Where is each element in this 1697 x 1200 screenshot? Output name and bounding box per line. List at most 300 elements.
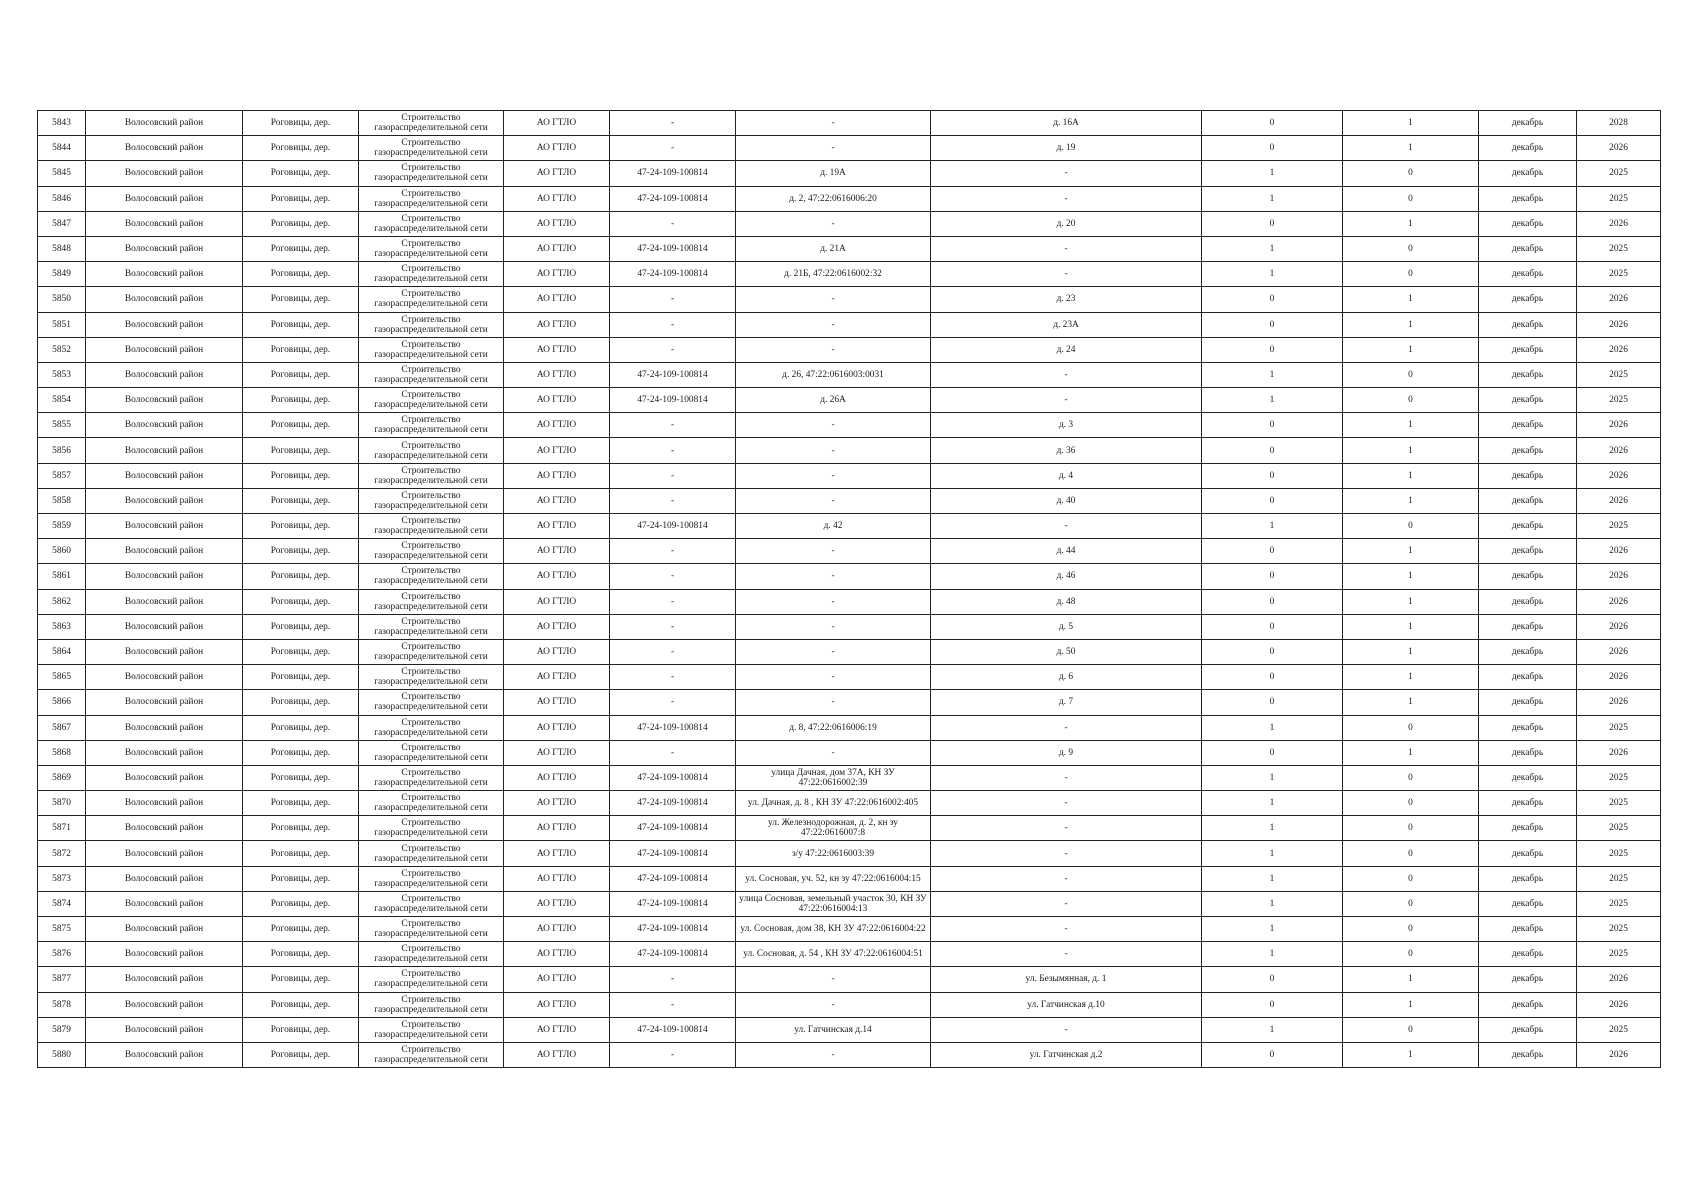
settlement-cell: Роговицы, дер. bbox=[243, 161, 359, 186]
program-code-cell: - bbox=[610, 665, 736, 690]
settlement-cell: Роговицы, дер. bbox=[243, 791, 359, 816]
program-code-cell: 47-24-109-100814 bbox=[610, 388, 736, 413]
count-a-cell: 0 bbox=[1202, 312, 1343, 337]
settlement-cell: Роговицы, дер. bbox=[243, 211, 359, 236]
table-row bbox=[38, 186, 1661, 211]
program-code-cell: - bbox=[610, 111, 736, 136]
program-code-cell: 47-24-109-100814 bbox=[610, 236, 736, 261]
connected-address-cell: - bbox=[736, 111, 931, 136]
row-number-cell: 5864 bbox=[38, 639, 86, 664]
month-cell: декабрь bbox=[1479, 362, 1577, 387]
district-cell: Волосовский район bbox=[86, 1042, 243, 1067]
month-cell: декабрь bbox=[1479, 388, 1577, 413]
count-a-cell: 0 bbox=[1202, 740, 1343, 765]
table-row bbox=[38, 1042, 1661, 1067]
district-cell: Волосовский район bbox=[86, 1017, 243, 1042]
month-cell: декабрь bbox=[1479, 866, 1577, 891]
settlement-cell: Роговицы, дер. bbox=[243, 589, 359, 614]
year-cell: 2026 bbox=[1577, 665, 1661, 690]
count-b-cell: 1 bbox=[1343, 337, 1479, 362]
planned-address-cell: - bbox=[931, 891, 1202, 916]
connected-address-cell: - bbox=[736, 488, 931, 513]
year-cell: 2025 bbox=[1577, 891, 1661, 916]
row-number-cell: 5879 bbox=[38, 1017, 86, 1042]
program-code-cell: - bbox=[610, 488, 736, 513]
district-cell: Волосовский район bbox=[86, 740, 243, 765]
month-cell: декабрь bbox=[1479, 211, 1577, 236]
connected-address-cell: улица Сосновая, земельный участок 30, КН ЗУ 47:22:0616004:13 bbox=[736, 891, 931, 916]
month-cell: декабрь bbox=[1479, 967, 1577, 992]
connected-address-cell: - bbox=[736, 438, 931, 463]
organization-cell: АО ГТЛО bbox=[504, 841, 610, 866]
year-cell: 2028 bbox=[1577, 111, 1661, 136]
month-cell: декабрь bbox=[1479, 1017, 1577, 1042]
district-cell: Волосовский район bbox=[86, 614, 243, 639]
year-cell: 2026 bbox=[1577, 211, 1661, 236]
planned-address-cell: д. 23А bbox=[931, 312, 1202, 337]
organization-cell: АО ГТЛО bbox=[504, 488, 610, 513]
organization-cell: АО ГТЛО bbox=[504, 639, 610, 664]
settlement-cell: Роговицы, дер. bbox=[243, 539, 359, 564]
district-cell: Волосовский район bbox=[86, 312, 243, 337]
year-cell: 2026 bbox=[1577, 413, 1661, 438]
district-cell: Волосовский район bbox=[86, 765, 243, 790]
count-a-cell: 1 bbox=[1202, 841, 1343, 866]
district-cell: Волосовский район bbox=[86, 161, 243, 186]
organization-cell: АО ГТЛО bbox=[504, 463, 610, 488]
year-cell: 2025 bbox=[1577, 388, 1661, 413]
planned-address-cell: - bbox=[931, 236, 1202, 261]
year-cell: 2026 bbox=[1577, 463, 1661, 488]
connected-address-cell: - bbox=[736, 639, 931, 664]
program-code-cell: - bbox=[610, 211, 736, 236]
planned-address-cell: - bbox=[931, 841, 1202, 866]
district-cell: Волосовский район bbox=[86, 866, 243, 891]
connected-address-cell: - bbox=[736, 463, 931, 488]
row-number-cell: 5865 bbox=[38, 665, 86, 690]
count-b-cell: 0 bbox=[1343, 765, 1479, 790]
count-a-cell: 0 bbox=[1202, 463, 1343, 488]
row-number-cell: 5843 bbox=[38, 111, 86, 136]
planned-address-cell: - bbox=[931, 388, 1202, 413]
count-b-cell: 1 bbox=[1343, 312, 1479, 337]
planned-address-cell: д. 16А bbox=[931, 111, 1202, 136]
table-row bbox=[38, 514, 1661, 539]
count-b-cell: 0 bbox=[1343, 262, 1479, 287]
organization-cell: АО ГТЛО bbox=[504, 514, 610, 539]
row-number-cell: 5868 bbox=[38, 740, 86, 765]
work-type-cell: Строительство газораспределительной сети bbox=[359, 765, 504, 790]
planned-address-cell: д. 19 bbox=[931, 136, 1202, 161]
planned-address-cell: д. 24 bbox=[931, 337, 1202, 362]
district-cell: Волосовский район bbox=[86, 236, 243, 261]
count-a-cell: 0 bbox=[1202, 539, 1343, 564]
month-cell: декабрь bbox=[1479, 614, 1577, 639]
district-cell: Волосовский район bbox=[86, 639, 243, 664]
organization-cell: АО ГТЛО bbox=[504, 413, 610, 438]
connected-address-cell: - bbox=[736, 312, 931, 337]
year-cell: 2025 bbox=[1577, 161, 1661, 186]
count-a-cell: 1 bbox=[1202, 891, 1343, 916]
year-cell: 2025 bbox=[1577, 236, 1661, 261]
count-a-cell: 0 bbox=[1202, 992, 1343, 1017]
connected-address-cell: д. 21А bbox=[736, 236, 931, 261]
settlement-cell: Роговицы, дер. bbox=[243, 639, 359, 664]
row-number-cell: 5874 bbox=[38, 891, 86, 916]
program-code-cell: - bbox=[610, 690, 736, 715]
work-type-cell: Строительство газораспределительной сети bbox=[359, 1017, 504, 1042]
organization-cell: АО ГТЛО bbox=[504, 1042, 610, 1067]
planned-address-cell: д. 3 bbox=[931, 413, 1202, 438]
year-cell: 2026 bbox=[1577, 639, 1661, 664]
district-cell: Волосовский район bbox=[86, 841, 243, 866]
connected-address-cell: улица Дачная, дом 37А, КН ЗУ 47:22:0616002:39 bbox=[736, 765, 931, 790]
organization-cell: АО ГТЛО bbox=[504, 262, 610, 287]
year-cell: 2026 bbox=[1577, 136, 1661, 161]
month-cell: декабрь bbox=[1479, 715, 1577, 740]
month-cell: декабрь bbox=[1479, 765, 1577, 790]
row-number-cell: 5859 bbox=[38, 514, 86, 539]
count-a-cell: 1 bbox=[1202, 362, 1343, 387]
district-cell: Волосовский район bbox=[86, 967, 243, 992]
connected-address-cell: ул. Сосновая, д. 54 , КН ЗУ 47:22:0616004:51 bbox=[736, 942, 931, 967]
organization-cell: АО ГТЛО bbox=[504, 665, 610, 690]
planned-address-cell: - bbox=[931, 791, 1202, 816]
table-row bbox=[38, 715, 1661, 740]
settlement-cell: Роговицы, дер. bbox=[243, 438, 359, 463]
row-number-cell: 5857 bbox=[38, 463, 86, 488]
connected-address-cell: - bbox=[736, 539, 931, 564]
district-cell: Волосовский район bbox=[86, 337, 243, 362]
settlement-cell: Роговицы, дер. bbox=[243, 942, 359, 967]
connected-address-cell: - bbox=[736, 1042, 931, 1067]
month-cell: декабрь bbox=[1479, 816, 1577, 841]
work-type-cell: Строительство газораспределительной сети bbox=[359, 992, 504, 1017]
planned-address-cell: д. 4 bbox=[931, 463, 1202, 488]
count-b-cell: 1 bbox=[1343, 438, 1479, 463]
table-row bbox=[38, 639, 1661, 664]
registry-table bbox=[37, 110, 1661, 1068]
work-type-cell: Строительство газораспределительной сети bbox=[359, 362, 504, 387]
planned-address-cell: д. 40 bbox=[931, 488, 1202, 513]
row-number-cell: 5844 bbox=[38, 136, 86, 161]
count-b-cell: 1 bbox=[1343, 488, 1479, 513]
program-code-cell: - bbox=[610, 589, 736, 614]
district-cell: Волосовский район bbox=[86, 564, 243, 589]
program-code-cell: 47-24-109-100814 bbox=[610, 765, 736, 790]
organization-cell: АО ГТЛО bbox=[504, 614, 610, 639]
month-cell: декабрь bbox=[1479, 992, 1577, 1017]
table-row bbox=[38, 539, 1661, 564]
count-b-cell: 1 bbox=[1343, 287, 1479, 312]
program-code-cell: - bbox=[610, 337, 736, 362]
connected-address-cell: д. 26, 47:22:0616003:0031 bbox=[736, 362, 931, 387]
table-row bbox=[38, 841, 1661, 866]
planned-address-cell: - bbox=[931, 765, 1202, 790]
work-type-cell: Строительство газораспределительной сети bbox=[359, 438, 504, 463]
year-cell: 2025 bbox=[1577, 816, 1661, 841]
count-b-cell: 0 bbox=[1343, 186, 1479, 211]
count-a-cell: 0 bbox=[1202, 614, 1343, 639]
work-type-cell: Строительство газораспределительной сети bbox=[359, 1042, 504, 1067]
settlement-cell: Роговицы, дер. bbox=[243, 1042, 359, 1067]
row-number-cell: 5860 bbox=[38, 539, 86, 564]
table-row bbox=[38, 665, 1661, 690]
row-number-cell: 5871 bbox=[38, 816, 86, 841]
settlement-cell: Роговицы, дер. bbox=[243, 841, 359, 866]
planned-address-cell: - bbox=[931, 816, 1202, 841]
connected-address-cell: ул. Гатчинская д.14 bbox=[736, 1017, 931, 1042]
row-number-cell: 5854 bbox=[38, 388, 86, 413]
count-b-cell: 1 bbox=[1343, 665, 1479, 690]
count-a-cell: 1 bbox=[1202, 942, 1343, 967]
count-a-cell: 0 bbox=[1202, 337, 1343, 362]
work-type-cell: Строительство газораспределительной сети bbox=[359, 388, 504, 413]
table-row bbox=[38, 287, 1661, 312]
planned-address-cell: д. 44 bbox=[931, 539, 1202, 564]
month-cell: декабрь bbox=[1479, 891, 1577, 916]
month-cell: декабрь bbox=[1479, 791, 1577, 816]
settlement-cell: Роговицы, дер. bbox=[243, 413, 359, 438]
table-row bbox=[38, 262, 1661, 287]
table-row bbox=[38, 312, 1661, 337]
connected-address-cell: - bbox=[736, 665, 931, 690]
district-cell: Волосовский район bbox=[86, 992, 243, 1017]
count-a-cell: 1 bbox=[1202, 765, 1343, 790]
month-cell: декабрь bbox=[1479, 186, 1577, 211]
table-row bbox=[38, 488, 1661, 513]
month-cell: декабрь bbox=[1479, 337, 1577, 362]
table-row bbox=[38, 791, 1661, 816]
program-code-cell: 47-24-109-100814 bbox=[610, 866, 736, 891]
settlement-cell: Роговицы, дер. bbox=[243, 917, 359, 942]
month-cell: декабрь bbox=[1479, 740, 1577, 765]
planned-address-cell: - bbox=[931, 514, 1202, 539]
year-cell: 2026 bbox=[1577, 438, 1661, 463]
settlement-cell: Роговицы, дер. bbox=[243, 388, 359, 413]
month-cell: декабрь bbox=[1479, 413, 1577, 438]
year-cell: 2026 bbox=[1577, 564, 1661, 589]
program-code-cell: - bbox=[610, 992, 736, 1017]
work-type-cell: Строительство газораспределительной сети bbox=[359, 891, 504, 916]
district-cell: Волосовский район bbox=[86, 413, 243, 438]
year-cell: 2025 bbox=[1577, 917, 1661, 942]
table-row bbox=[38, 866, 1661, 891]
connected-address-cell: - bbox=[736, 967, 931, 992]
work-type-cell: Строительство газораспределительной сети bbox=[359, 967, 504, 992]
work-type-cell: Строительство газораспределительной сети bbox=[359, 236, 504, 261]
count-a-cell: 0 bbox=[1202, 488, 1343, 513]
connected-address-cell: - bbox=[736, 740, 931, 765]
row-number-cell: 5856 bbox=[38, 438, 86, 463]
settlement-cell: Роговицы, дер. bbox=[243, 111, 359, 136]
program-code-cell: 47-24-109-100814 bbox=[610, 262, 736, 287]
settlement-cell: Роговицы, дер. bbox=[243, 186, 359, 211]
count-b-cell: 0 bbox=[1343, 362, 1479, 387]
count-b-cell: 1 bbox=[1343, 740, 1479, 765]
organization-cell: АО ГТЛО bbox=[504, 438, 610, 463]
program-code-cell: 47-24-109-100814 bbox=[610, 942, 736, 967]
planned-address-cell: - bbox=[931, 715, 1202, 740]
settlement-cell: Роговицы, дер. bbox=[243, 967, 359, 992]
year-cell: 2026 bbox=[1577, 589, 1661, 614]
settlement-cell: Роговицы, дер. bbox=[243, 690, 359, 715]
count-a-cell: 1 bbox=[1202, 186, 1343, 211]
count-b-cell: 0 bbox=[1343, 161, 1479, 186]
organization-cell: АО ГТЛО bbox=[504, 942, 610, 967]
planned-address-cell: - bbox=[931, 186, 1202, 211]
connected-address-cell: д. 42 bbox=[736, 514, 931, 539]
settlement-cell: Роговицы, дер. bbox=[243, 262, 359, 287]
district-cell: Волосовский район bbox=[86, 539, 243, 564]
count-a-cell: 1 bbox=[1202, 1017, 1343, 1042]
table-row bbox=[38, 917, 1661, 942]
connected-address-cell: д. 2, 47:22:0616006:20 bbox=[736, 186, 931, 211]
row-number-cell: 5862 bbox=[38, 589, 86, 614]
connected-address-cell: ул. Сосновая, дом 38, КН ЗУ 47:22:0616004:22 bbox=[736, 917, 931, 942]
count-a-cell: 0 bbox=[1202, 413, 1343, 438]
organization-cell: АО ГТЛО bbox=[504, 287, 610, 312]
district-cell: Волосовский район bbox=[86, 262, 243, 287]
organization-cell: АО ГТЛО bbox=[504, 312, 610, 337]
year-cell: 2026 bbox=[1577, 337, 1661, 362]
planned-address-cell: д. 9 bbox=[931, 740, 1202, 765]
row-number-cell: 5847 bbox=[38, 211, 86, 236]
year-cell: 2025 bbox=[1577, 866, 1661, 891]
connected-address-cell: д. 21Б, 47:22:0616002:32 bbox=[736, 262, 931, 287]
count-a-cell: 0 bbox=[1202, 136, 1343, 161]
planned-address-cell: д. 48 bbox=[931, 589, 1202, 614]
district-cell: Волосовский район bbox=[86, 514, 243, 539]
program-code-cell: 47-24-109-100814 bbox=[610, 917, 736, 942]
planned-address-cell: д. 5 bbox=[931, 614, 1202, 639]
district-cell: Волосовский район bbox=[86, 463, 243, 488]
organization-cell: АО ГТЛО bbox=[504, 715, 610, 740]
table-row bbox=[38, 1017, 1661, 1042]
year-cell: 2026 bbox=[1577, 992, 1661, 1017]
row-number-cell: 5867 bbox=[38, 715, 86, 740]
planned-address-cell: д. 7 bbox=[931, 690, 1202, 715]
row-number-cell: 5849 bbox=[38, 262, 86, 287]
table-row bbox=[38, 161, 1661, 186]
year-cell: 2026 bbox=[1577, 740, 1661, 765]
month-cell: декабрь bbox=[1479, 1042, 1577, 1067]
year-cell: 2025 bbox=[1577, 186, 1661, 211]
district-cell: Волосовский район bbox=[86, 438, 243, 463]
connected-address-cell: д. 26А bbox=[736, 388, 931, 413]
year-cell: 2025 bbox=[1577, 791, 1661, 816]
organization-cell: АО ГТЛО bbox=[504, 161, 610, 186]
count-a-cell: 1 bbox=[1202, 388, 1343, 413]
count-b-cell: 0 bbox=[1343, 866, 1479, 891]
organization-cell: АО ГТЛО bbox=[504, 337, 610, 362]
table-row bbox=[38, 413, 1661, 438]
count-b-cell: 1 bbox=[1343, 136, 1479, 161]
count-a-cell: 1 bbox=[1202, 791, 1343, 816]
table-row bbox=[38, 463, 1661, 488]
count-a-cell: 0 bbox=[1202, 639, 1343, 664]
month-cell: декабрь bbox=[1479, 262, 1577, 287]
table-row bbox=[38, 362, 1661, 387]
table-row bbox=[38, 211, 1661, 236]
planned-address-cell: ул. Безымянная, д. 1 bbox=[931, 967, 1202, 992]
work-type-cell: Строительство газораспределительной сети bbox=[359, 639, 504, 664]
year-cell: 2026 bbox=[1577, 539, 1661, 564]
work-type-cell: Строительство газораспределительной сети bbox=[359, 161, 504, 186]
connected-address-cell: ул. Сосновая, уч. 52, кн зу 47:22:0616004:15 bbox=[736, 866, 931, 891]
work-type-cell: Строительство газораспределительной сети bbox=[359, 287, 504, 312]
connected-address-cell: ул. Железнодорожная, д. 2, кн зу 47:22:0616007:8 bbox=[736, 816, 931, 841]
count-b-cell: 0 bbox=[1343, 891, 1479, 916]
row-number-cell: 5846 bbox=[38, 186, 86, 211]
settlement-cell: Роговицы, дер. bbox=[243, 740, 359, 765]
count-b-cell: 1 bbox=[1343, 614, 1479, 639]
count-b-cell: 1 bbox=[1343, 539, 1479, 564]
count-b-cell: 1 bbox=[1343, 111, 1479, 136]
count-a-cell: 1 bbox=[1202, 236, 1343, 261]
month-cell: декабрь bbox=[1479, 665, 1577, 690]
organization-cell: АО ГТЛО bbox=[504, 564, 610, 589]
settlement-cell: Роговицы, дер. bbox=[243, 312, 359, 337]
work-type-cell: Строительство газораспределительной сети bbox=[359, 211, 504, 236]
count-b-cell: 0 bbox=[1343, 514, 1479, 539]
planned-address-cell: д. 36 bbox=[931, 438, 1202, 463]
connected-address-cell: - bbox=[736, 337, 931, 362]
work-type-cell: Строительство газораспределительной сети bbox=[359, 665, 504, 690]
row-number-cell: 5855 bbox=[38, 413, 86, 438]
organization-cell: АО ГТЛО bbox=[504, 1017, 610, 1042]
work-type-cell: Строительство газораспределительной сети bbox=[359, 488, 504, 513]
settlement-cell: Роговицы, дер. bbox=[243, 362, 359, 387]
settlement-cell: Роговицы, дер. bbox=[243, 564, 359, 589]
table-row bbox=[38, 388, 1661, 413]
count-a-cell: 0 bbox=[1202, 287, 1343, 312]
year-cell: 2025 bbox=[1577, 942, 1661, 967]
row-number-cell: 5852 bbox=[38, 337, 86, 362]
month-cell: декабрь bbox=[1479, 111, 1577, 136]
year-cell: 2025 bbox=[1577, 765, 1661, 790]
count-b-cell: 0 bbox=[1343, 917, 1479, 942]
count-a-cell: 1 bbox=[1202, 262, 1343, 287]
month-cell: декабрь bbox=[1479, 690, 1577, 715]
organization-cell: АО ГТЛО bbox=[504, 816, 610, 841]
program-code-cell: - bbox=[610, 639, 736, 664]
planned-address-cell: ул. Гатчинская д.2 bbox=[931, 1042, 1202, 1067]
row-number-cell: 5858 bbox=[38, 488, 86, 513]
table-row bbox=[38, 942, 1661, 967]
district-cell: Волосовский район bbox=[86, 891, 243, 916]
count-b-cell: 1 bbox=[1343, 967, 1479, 992]
year-cell: 2026 bbox=[1577, 690, 1661, 715]
count-b-cell: 1 bbox=[1343, 413, 1479, 438]
district-cell: Волосовский район bbox=[86, 211, 243, 236]
district-cell: Волосовский район bbox=[86, 186, 243, 211]
planned-address-cell: - bbox=[931, 362, 1202, 387]
settlement-cell: Роговицы, дер. bbox=[243, 337, 359, 362]
organization-cell: АО ГТЛО bbox=[504, 866, 610, 891]
program-code-cell: - bbox=[610, 740, 736, 765]
table-row bbox=[38, 740, 1661, 765]
count-b-cell: 0 bbox=[1343, 1017, 1479, 1042]
district-cell: Волосовский район bbox=[86, 362, 243, 387]
count-b-cell: 0 bbox=[1343, 791, 1479, 816]
count-a-cell: 0 bbox=[1202, 665, 1343, 690]
year-cell: 2025 bbox=[1577, 362, 1661, 387]
year-cell: 2026 bbox=[1577, 488, 1661, 513]
connected-address-cell: - bbox=[736, 614, 931, 639]
month-cell: декабрь bbox=[1479, 917, 1577, 942]
year-cell: 2025 bbox=[1577, 841, 1661, 866]
